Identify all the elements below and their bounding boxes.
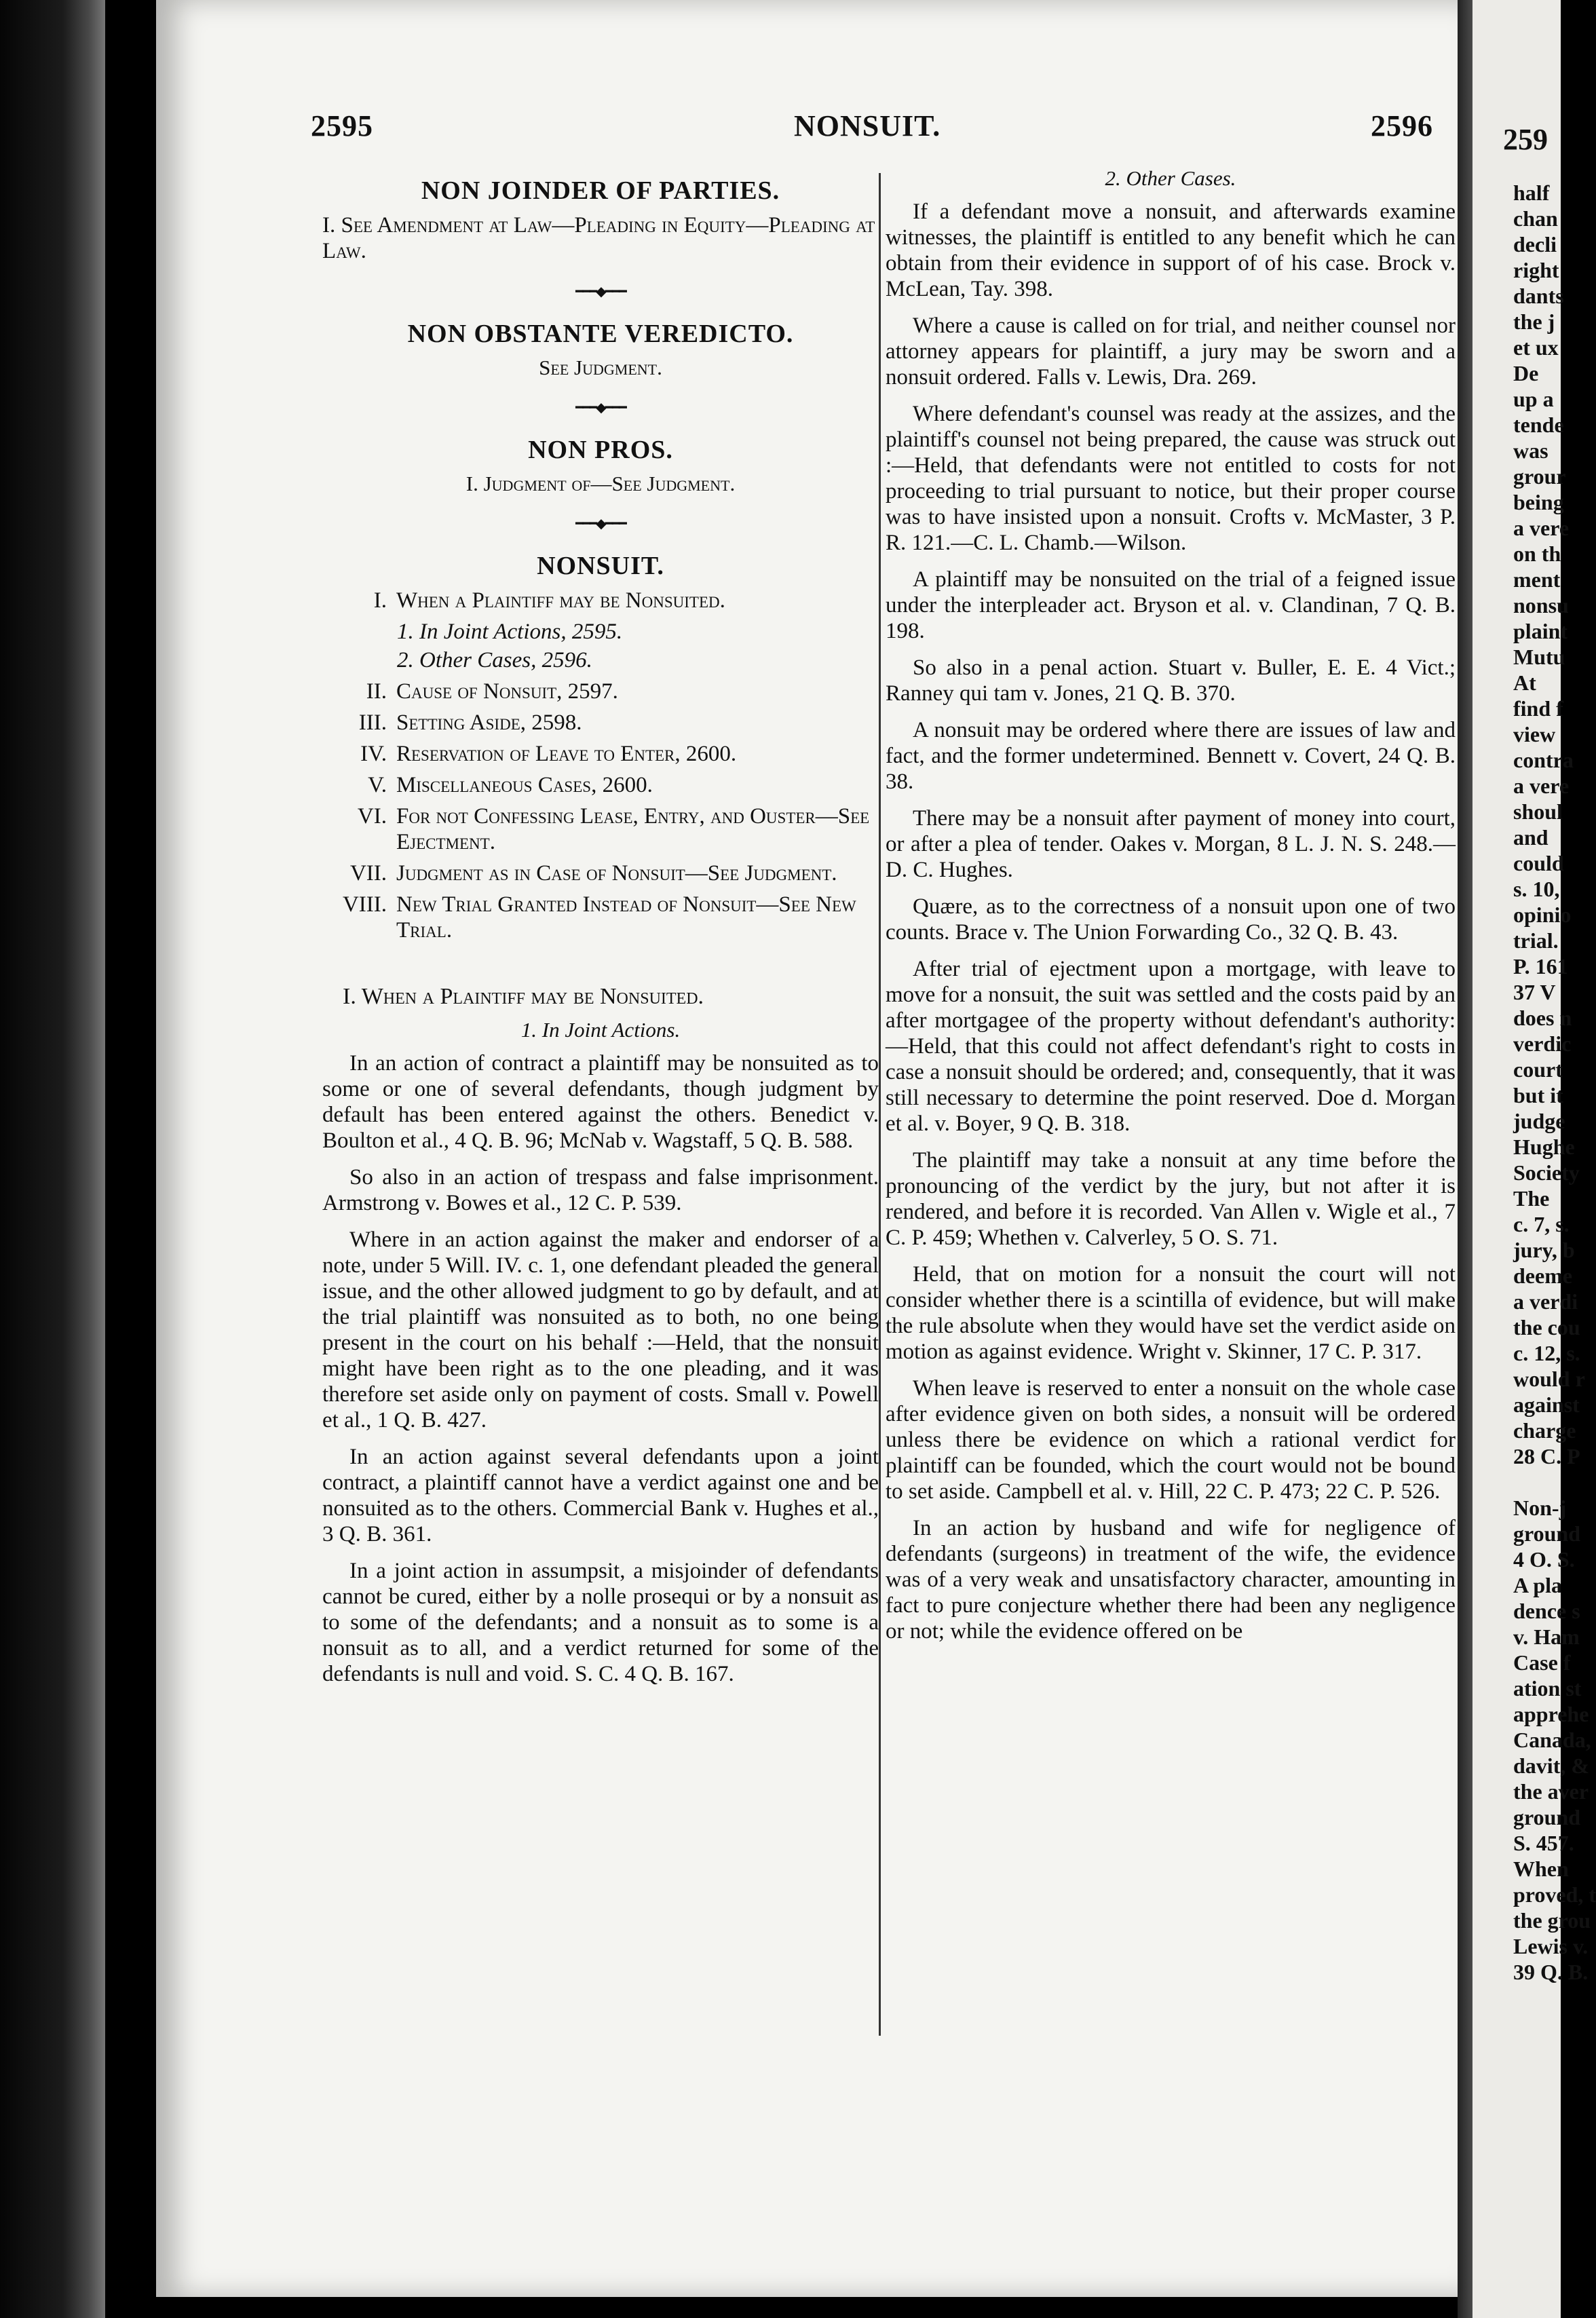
left-page-number: 2595 [311, 109, 373, 142]
next-page-fragment: charge [1513, 1418, 1576, 1443]
next-page-fragment: judge [1513, 1109, 1565, 1133]
next-page-fragment: 39 Q. B. [1513, 1960, 1589, 1984]
paragraph: So also in a penal action. Stuart v. Buller, E. E. 4 Vict.; Ranney qui tam v. Jones, 21 Q. B. 370. [886, 656, 1456, 706]
table-of-contents [322, 588, 879, 943]
next-page-fragment: ment [1513, 567, 1561, 592]
next-page-fragment: P. 161 [1513, 954, 1568, 978]
toc-entry: IV. Reservation of Leave to Enter, 2600. [360, 742, 737, 766]
paragraph: A plaintiff may be nonsuited on the trial of a feigned issue under the interpleader act. Bryson et al. v. Clandinan, 7 Q. B. 198. [886, 567, 1456, 643]
next-page-fragment: a vere [1513, 774, 1570, 798]
next-page-fragment: up a [1513, 387, 1554, 411]
next-page-fragment: jury, b [1513, 1238, 1575, 1262]
next-page-fragment: decli [1513, 232, 1557, 256]
cross-reference-text: I. See Amendment at Law—Pleading in Equity—Pleading at Law. [322, 213, 875, 263]
next-page-fragment: but it [1513, 1083, 1563, 1107]
paragraph: If a defendant move a nonsuit, and afterwards examine witnesses, the plaintiff is entitled to any benefit which he can obtain from their evidence in support of of his case. Brock v. McLean, Tay. 398. [886, 200, 1456, 301]
section-divider: ━━━◆━━━ [575, 516, 626, 531]
paragraph: Where in an action against the maker and endorser of a note, under 5 Will. IV. c. 1, one defendant pleaded the general issue, and the other allowed judgment to go by default, and at the trial plaintiff was nonsuited as to both, no one being present in the court on his behalf :—Held, that the nonsuit might have been right as to the one pleading, and it was therefore set aside only on payment of costs. Small v. Powell et al., 1 Q. B. 427. [322, 1228, 879, 1432]
next-page-fragment: 37 V [1513, 980, 1556, 1004]
cross-reference-text: I. Judgment of—See Judgment. [466, 472, 736, 495]
next-page-fragment: The [1513, 1186, 1550, 1211]
next-page-fragment [1472, 1469, 1596, 1495]
next-page-fragment: court [1513, 1057, 1563, 1082]
paragraph: After trial of ejectment upon a mortgage, with leave to move for a nonsuit, the suit was settled and the costs paid by an after mortgagee of the property without defendant's authority: —Held, that this could not affect defendant's right to costs in case a nonsuit should be ordered; and, consequently, that it was still necessary to determine the point reserved. Doe d. Morgan et al. v. Boyer, 9 Q. B. 318. [886, 957, 1456, 1136]
right-column [886, 166, 1456, 1655]
next-page-fragment: davit, & [1513, 1753, 1589, 1778]
next-page-fragment: find f [1513, 696, 1563, 721]
page-main [156, 0, 1459, 2297]
toc-entry: II. Cause of Nonsuit, 2597. [366, 679, 618, 704]
paragraph: In an action against several defendants upon a joint contract, a plaintiff cannot have a verdict against one and be nonsuited as to the others. Commercial Bank v. Hughes et al., 3 Q. B. 361. [322, 1445, 879, 1546]
next-page-fragment: deeme [1513, 1264, 1573, 1288]
next-page-fragment: s. 10, [1513, 877, 1560, 901]
next-page-fragment: Society [1513, 1160, 1580, 1185]
next-page-fragment: contra [1513, 748, 1574, 772]
paragraph: So also in an action of trespass and false imprisonment. Armstrong v. Bowes et al., 12 C. P. 539. [322, 1165, 879, 1215]
next-page-fragment: the aver [1513, 1779, 1589, 1804]
next-page-fragment: the grou [1513, 1908, 1591, 1933]
section-title-non-pros: NON PROS. [528, 436, 673, 464]
toc-entry: VI. For not Confessing Lease, Entry, and Ouster—See Ejectment. [357, 804, 870, 854]
next-page-number: 259 [1503, 123, 1548, 156]
next-page-fragment: a verdi [1513, 1289, 1578, 1314]
next-page-fragment: 4 O. S. [1513, 1547, 1575, 1572]
column-rule [879, 173, 881, 2036]
paragraph: When leave is reserved to enter a nonsuit on the whole case after evidence given on both sides, a nonsuit will be ordered unless there be evidence on which a rational verdict for plaintiff can be founded, which the court would not be bound to set aside. Campbell et al. v. Hill, 22 C. P. 473; 22 C. P. 526. [886, 1376, 1456, 1504]
paragraph: Held, that on motion for a nonsuit the court will not consider whether there is a scintilla of evidence, but will make the rule absolute when they would have set the verdict aside on motion as against evidence. Wright v. Skinner, 17 C. P. 317. [886, 1262, 1456, 1364]
next-page-fragment: Lewis v. [1513, 1934, 1589, 1958]
paragraph: There may be a nonsuit after payment of money into court, or after a plea of tender. Oakes v. Morgan, 8 L. J. N. S. 248.—D. C. Hughes. [886, 806, 1456, 882]
next-page-fragment: opinio [1513, 902, 1572, 927]
next-page-fragment: half [1513, 180, 1550, 205]
next-page-fragment: De [1513, 361, 1539, 385]
next-page-fragment: dants [1513, 284, 1564, 308]
next-page-fragment: could [1513, 851, 1564, 875]
next-page-fragment: v. Ham [1513, 1624, 1580, 1649]
right-page-number: 2596 [1371, 109, 1433, 142]
section-title-non-obstante: NON OBSTANTE VEREDICTO. [407, 320, 794, 348]
toc-entry: V. Miscellaneous Cases, 2600. [368, 773, 653, 797]
next-page-fragment: against [1513, 1392, 1580, 1417]
next-page-fragment: would r [1513, 1367, 1585, 1391]
next-page-fragment: and [1513, 825, 1548, 850]
next-page-fragment: Canada, [1513, 1728, 1591, 1752]
next-page-fragment: A pla [1513, 1573, 1563, 1597]
next-page-fragment: right [1513, 258, 1559, 282]
next-page-fragments [1472, 180, 1596, 1985]
next-page-fragment: Mutu [1513, 645, 1565, 669]
next-page-fragment: a vere [1513, 516, 1570, 540]
paragraph: Where a cause is called on for trial, and neither counsel nor attorney appears for plaintiff, a jury may be sworn and a nonsuit ordered. Falls v. Lewis, Dra. 269. [886, 314, 1456, 390]
toc-entry: VII. Judgment as in Case of Nonsuit—See Judgment. [349, 861, 837, 886]
next-page-edge [1472, 0, 1596, 2318]
next-page-fragment: proved, t [1513, 1882, 1596, 1907]
next-page-fragment: on th [1513, 542, 1561, 566]
next-page-fragment: chan [1513, 206, 1558, 231]
paragraph: In a joint action in assumpsit, a misjoinder of defendants cannot be cured, either by a nolle prosequi or by a nonsuit as to some of the defendants; and a nonsuit as to some is a nonsuit as to all, and a verdict returned for some of the defendants is null and void. S. C. 4 Q. B. 167. [322, 1559, 879, 1686]
next-page-fragment: 28 C. P [1513, 1444, 1580, 1468]
toc-subentry: 2. Other Cases, 2596. [397, 648, 592, 672]
paragraph: Quære, as to the correctness of a nonsuit upon one of two counts. Brace v. The Union Forwarding Co., 32 Q. B. 43. [886, 894, 1456, 945]
next-page-fragment: ation st [1513, 1676, 1582, 1700]
next-page-fragment: being [1513, 490, 1564, 514]
cross-reference [322, 212, 879, 264]
paragraph: In an action of contract a plaintiff may be nonsuited as to some or one of several defendants, though judgment by default has been entered against the others. Benedict v. Boulton et al., 4 Q. B. 96; McNab v. Wagstaff, 5 Q. B. 588. [322, 1051, 879, 1153]
next-page-fragment: dence s [1513, 1599, 1580, 1623]
next-page-fragment: et ux [1513, 335, 1559, 360]
next-page-fragment: the cou [1513, 1315, 1580, 1340]
toc-subentry: 1. In Joint Actions, 2595. [397, 620, 623, 644]
next-page-fragment: trial. [1513, 928, 1559, 953]
next-page-fragment: verdic [1513, 1031, 1572, 1056]
paragraph: A nonsuit may be ordered where there are issues of law and fact, and the former undetermined. Bennett v. Covert, 24 Q. B. 38. [886, 718, 1456, 794]
next-page-fragment: ground [1513, 1521, 1581, 1546]
toc-entry: III. Setting Aside, 2598. [358, 710, 582, 735]
next-page-fragment: S. 457. [1513, 1831, 1574, 1855]
section-heading: I. When a Plaintiff may be Nonsuited. [343, 984, 704, 1009]
next-page-fragment: does n [1513, 1006, 1572, 1030]
next-page-fragment: view [1513, 722, 1556, 746]
left-column [322, 166, 879, 1698]
next-page-fragment: grour [1513, 464, 1566, 489]
section-title-non-joinder: NON JOINDER OF PARTIES. [421, 176, 780, 205]
next-page-fragment: Case f [1513, 1650, 1571, 1675]
next-page-fragment: Hughe [1513, 1135, 1575, 1159]
toc-entry: VIII. New Trial Granted Instead of Nonsuit—See New Trial. [342, 892, 856, 943]
cross-reference-text: See Judgment. [539, 356, 662, 379]
paragraph: The plaintiff may take a nonsuit at any time before the pronouncing of the verdict by the jury, but not after it is rendered, and before it is recorded. Van Allen v. Wigle et al., 7 C. P. 459; Whethen v. Calverley, 5 O. S. 71. [886, 1148, 1456, 1250]
next-page-fragment: the j [1513, 309, 1555, 334]
next-page-fragment: At [1513, 670, 1536, 695]
next-page-fragment: tende [1513, 413, 1564, 437]
next-page-fragment: apprehe [1513, 1702, 1589, 1726]
book-spine-left [0, 0, 105, 2318]
paragraph: In an action by husband and wife for negligence of defendants (surgeons) in treatment of the wife, the evidence was of a very weak and unsatisfactory character, amounting in fact to pure conjecture whether there had been any negligence or not; while the evidence offered on be [886, 1516, 1456, 1644]
next-page-fragment: c. 7, s. [1513, 1212, 1570, 1236]
section-title-nonsuit: NONSUIT. [537, 552, 664, 580]
next-page-fragment: When [1513, 1857, 1569, 1881]
subsection-heading: 2. Other Cases. [1105, 166, 1236, 190]
next-page-fragment: nonsu [1513, 593, 1569, 618]
section-divider: ━━━◆━━━ [575, 400, 626, 415]
toc-entry: I. When a Plaintiff may be Nonsuited. [373, 588, 725, 613]
section-divider: ━━━◆━━━ [575, 284, 626, 299]
next-page-fragment: was [1513, 438, 1548, 463]
subsection-heading: 1. In Joint Actions. [520, 1018, 681, 1042]
next-page-fragment: plaint [1513, 619, 1568, 643]
next-page-fragment: Non-j [1513, 1496, 1567, 1520]
paragraph: Where defendant's counsel was ready at the assizes, and the plaintiff's counsel not being prepared, the cause was struck out :—Held, that defendants were not entitled to costs for not proceeding to trial pursuant to notice, but their proper course was to have insisted upon a nonsuit. Crofts v. McMaster, 3 P. R. 121.—C. L. Chamb.—Wilson. [886, 402, 1456, 555]
next-page-fragment: shoul [1513, 799, 1563, 824]
next-page-fragment: c. 12, s. [1513, 1341, 1580, 1365]
running-title: NONSUIT. [794, 109, 941, 142]
next-page-fragment: ground [1513, 1805, 1581, 1829]
